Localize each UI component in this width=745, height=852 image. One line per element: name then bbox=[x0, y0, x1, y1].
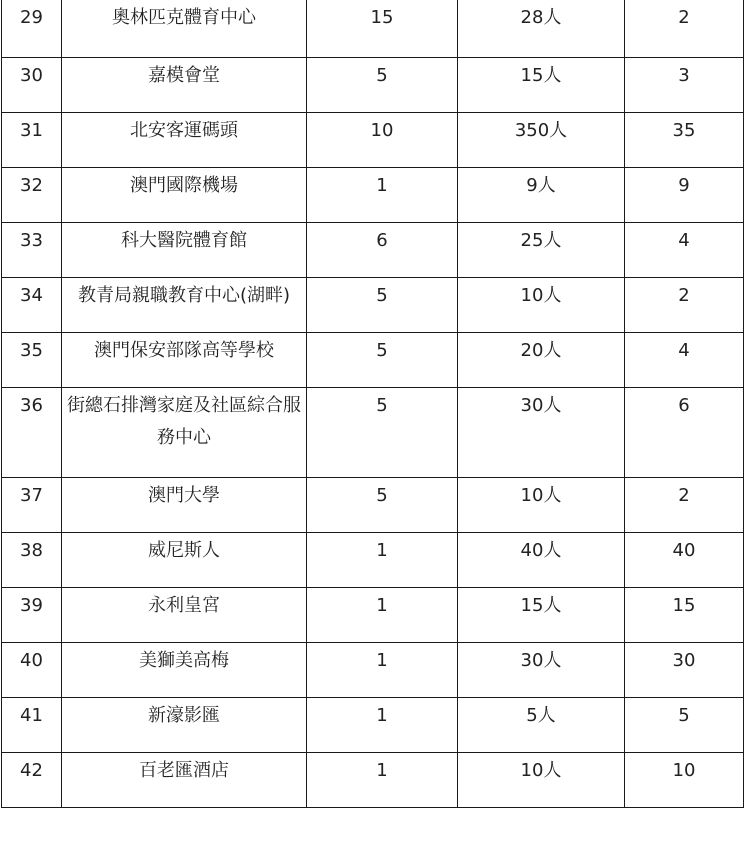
location-name bbox=[62, 167, 307, 222]
ratio-cell: 9 bbox=[625, 167, 744, 222]
location-name bbox=[62, 332, 307, 387]
location-name-text: 美獅美高梅 bbox=[139, 649, 229, 671]
row-number: 35 bbox=[2, 332, 62, 387]
quantity-cell: 5 bbox=[307, 277, 458, 332]
location-name-text: 新濠影匯 bbox=[148, 704, 220, 726]
ratio-cell: 4 bbox=[625, 332, 744, 387]
location-name bbox=[62, 477, 307, 532]
location-name-text: 百老匯酒店 bbox=[139, 759, 229, 781]
people-cell: 40人 bbox=[458, 532, 625, 587]
row-number: 37 bbox=[2, 477, 62, 532]
people-cell: 350人 bbox=[458, 112, 625, 167]
location-name-text: 奧林匹克體育中心 bbox=[112, 7, 256, 28]
ratio-cell: 40 bbox=[625, 532, 744, 587]
location-name-text: 澳門保安部隊高等學校 bbox=[94, 339, 274, 361]
table-row bbox=[2, 587, 744, 642]
quantity-cell: 6 bbox=[307, 222, 458, 277]
people-cell: 10人 bbox=[458, 277, 625, 332]
table-row bbox=[2, 277, 744, 332]
table-row bbox=[2, 387, 744, 477]
data-table bbox=[1, 0, 744, 808]
quantity-cell: 5 bbox=[307, 387, 458, 477]
table-row bbox=[2, 0, 744, 57]
table-row bbox=[2, 112, 744, 167]
location-name bbox=[62, 587, 307, 642]
row-number: 38 bbox=[2, 532, 62, 587]
location-name bbox=[62, 277, 307, 332]
row-number: 34 bbox=[2, 277, 62, 332]
location-name-text: 澳門國際機場 bbox=[130, 174, 238, 196]
location-name bbox=[62, 112, 307, 167]
row-number: 31 bbox=[2, 112, 62, 167]
people-cell: 28人 bbox=[458, 0, 625, 57]
table-row bbox=[2, 642, 744, 697]
table-row bbox=[2, 697, 744, 752]
people-cell: 30人 bbox=[458, 387, 625, 477]
ratio-cell: 30 bbox=[625, 642, 744, 697]
people-cell: 10人 bbox=[458, 477, 625, 532]
location-name-text: 嘉模會堂 bbox=[148, 64, 220, 86]
location-name bbox=[62, 0, 307, 57]
people-cell: 9人 bbox=[458, 167, 625, 222]
table-row bbox=[2, 57, 744, 112]
location-name-text: 教青局親職教育中心(湖畔) bbox=[77, 284, 291, 306]
row-number: 39 bbox=[2, 587, 62, 642]
quantity-cell: 1 bbox=[307, 532, 458, 587]
location-name bbox=[62, 387, 307, 477]
quantity-cell: 1 bbox=[307, 587, 458, 642]
ratio-cell: 2 bbox=[625, 277, 744, 332]
location-name bbox=[62, 57, 307, 112]
location-name bbox=[62, 697, 307, 752]
location-name bbox=[62, 642, 307, 697]
location-name bbox=[62, 532, 307, 587]
table-row bbox=[2, 332, 744, 387]
location-name-text: 永利皇宮 bbox=[148, 594, 220, 616]
quantity-cell: 5 bbox=[307, 477, 458, 532]
people-cell: 25人 bbox=[458, 222, 625, 277]
row-number: 41 bbox=[2, 697, 62, 752]
people-cell: 15人 bbox=[458, 57, 625, 112]
ratio-cell: 2 bbox=[625, 0, 744, 57]
ratio-cell: 6 bbox=[625, 387, 744, 477]
row-number: 42 bbox=[2, 752, 62, 807]
table-row bbox=[2, 752, 744, 807]
ratio-cell: 3 bbox=[625, 57, 744, 112]
table-body bbox=[2, 0, 744, 807]
row-number: 29 bbox=[2, 0, 62, 57]
ratio-cell: 15 bbox=[625, 587, 744, 642]
quantity-cell: 10 bbox=[307, 112, 458, 167]
location-name-text: 科大醫院體育館 bbox=[121, 229, 247, 251]
people-cell: 15人 bbox=[458, 587, 625, 642]
table-row bbox=[2, 167, 744, 222]
location-name-text: 澳門大學 bbox=[148, 484, 220, 506]
ratio-cell: 5 bbox=[625, 697, 744, 752]
location-name bbox=[62, 222, 307, 277]
ratio-cell: 2 bbox=[625, 477, 744, 532]
ratio-cell: 10 bbox=[625, 752, 744, 807]
row-number: 40 bbox=[2, 642, 62, 697]
table-row bbox=[2, 477, 744, 532]
quantity-cell: 1 bbox=[307, 167, 458, 222]
quantity-cell: 5 bbox=[307, 332, 458, 387]
table-row bbox=[2, 532, 744, 587]
people-cell: 20人 bbox=[458, 332, 625, 387]
row-number: 30 bbox=[2, 57, 62, 112]
location-name-text: 威尼斯人 bbox=[148, 539, 220, 561]
quantity-cell: 5 bbox=[307, 57, 458, 112]
location-name bbox=[62, 752, 307, 807]
ratio-cell: 35 bbox=[625, 112, 744, 167]
location-name-text: 北安客運碼頭 bbox=[130, 119, 238, 141]
quantity-cell: 1 bbox=[307, 642, 458, 697]
quantity-cell: 1 bbox=[307, 752, 458, 807]
people-cell: 30人 bbox=[458, 642, 625, 697]
row-number: 33 bbox=[2, 222, 62, 277]
row-number: 32 bbox=[2, 167, 62, 222]
row-number: 36 bbox=[2, 387, 62, 477]
ratio-cell: 4 bbox=[625, 222, 744, 277]
table-row bbox=[2, 222, 744, 277]
location-name-text: 街總石排灣家庭及社區綜合服務中心 bbox=[67, 394, 301, 448]
people-cell: 5人 bbox=[458, 697, 625, 752]
quantity-cell: 15 bbox=[307, 0, 458, 57]
quantity-cell: 1 bbox=[307, 697, 458, 752]
people-cell: 10人 bbox=[458, 752, 625, 807]
